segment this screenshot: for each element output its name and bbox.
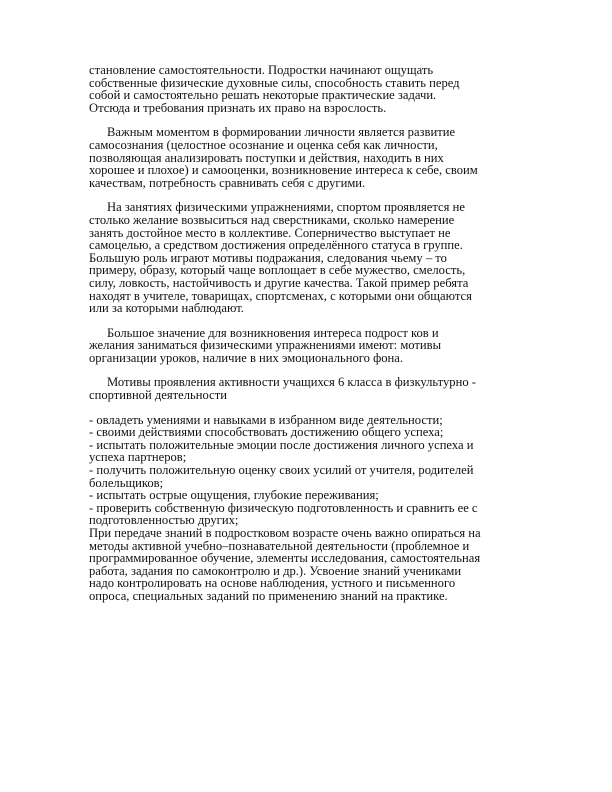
list-item: - проверить собственную физическую подготовленность и сравнить ее с подготовленностью других; [89,500,478,528]
paragraph-self-awareness: Важным моментом в формировании личности является развитие самосознания (целостное осознание и оценка себя как личности, позволяющая анализировать поступки и действия, находить в них хорошее и плохое) и самооценки, возникновение интереса к себе, своим качествам, потребность сравнивать себя с другими. [89,125,478,190]
motives-list [89,414,519,527]
paragraph-motives-heading: Мотивы проявления активности учащихся 6 класса в физкультурно - спортивной деятельности [89,375,476,403]
list-item: - испытать положительные эмоции после достижения личного успеха и успеха партнеров; [89,437,474,465]
document-page [89,64,519,603]
paragraph-knowledge-transfer: При передаче знаний в подростковом возрасте очень важно опираться на методы активной учебно–познавательной деятельности (проблемное и программированное обучение, элементы исследования, самостоятельная работа, задания по самоконтролю и др.). Усвоение знаний учениками надо контролировать на основе наблюдения, устного и письменного опроса, специальных заданий по применению знаний на практике. [89,526,481,603]
list-item: - своими действиями способствовать достижению общего успеха; [89,425,444,440]
paragraph-physical-exercise: На занятиях физическими упражнениями, спортом проявляется не столько желание возвыситься над сверстниками, сколько намерение занять достойное место в коллективе. Соперничество выступает не самоцелью, а средством достижения определённого статуса в группе. Большую роль играют мотивы подражания, следования чьему – то примеру, образу, который чаще воплощает в себе мужество, смелость, силу, ловкость, настойчивость и другие качества. Такой пример ребята находят в учителе, товарищах, спортсменах, с которыми они общаются или за которыми наблюдают. [89,200,472,316]
paragraph-independence: становление самостоятельности. Подростки начинают ощущать собственные физические духовные силы, способность ставить перед собой и самостоятельно решать некоторые практические задачи. Отсюда и требования признать их право на взрослость. [89,63,460,115]
list-item: - овладеть умениями и навыками в избранном виде деятельности; [89,412,443,427]
paragraph-interest: Большое значение для возникновения интереса подрост ков и желания заниматься физическими упражнениями имеют: мотивы организации уроков, наличие в них эмоционального фона. [89,325,442,365]
list-item: - испытать острые ощущения, глубокие переживания; [89,488,379,503]
list-item: - получить положительную оценку своих усилий от учителя, родителей болельщиков; [89,463,474,490]
